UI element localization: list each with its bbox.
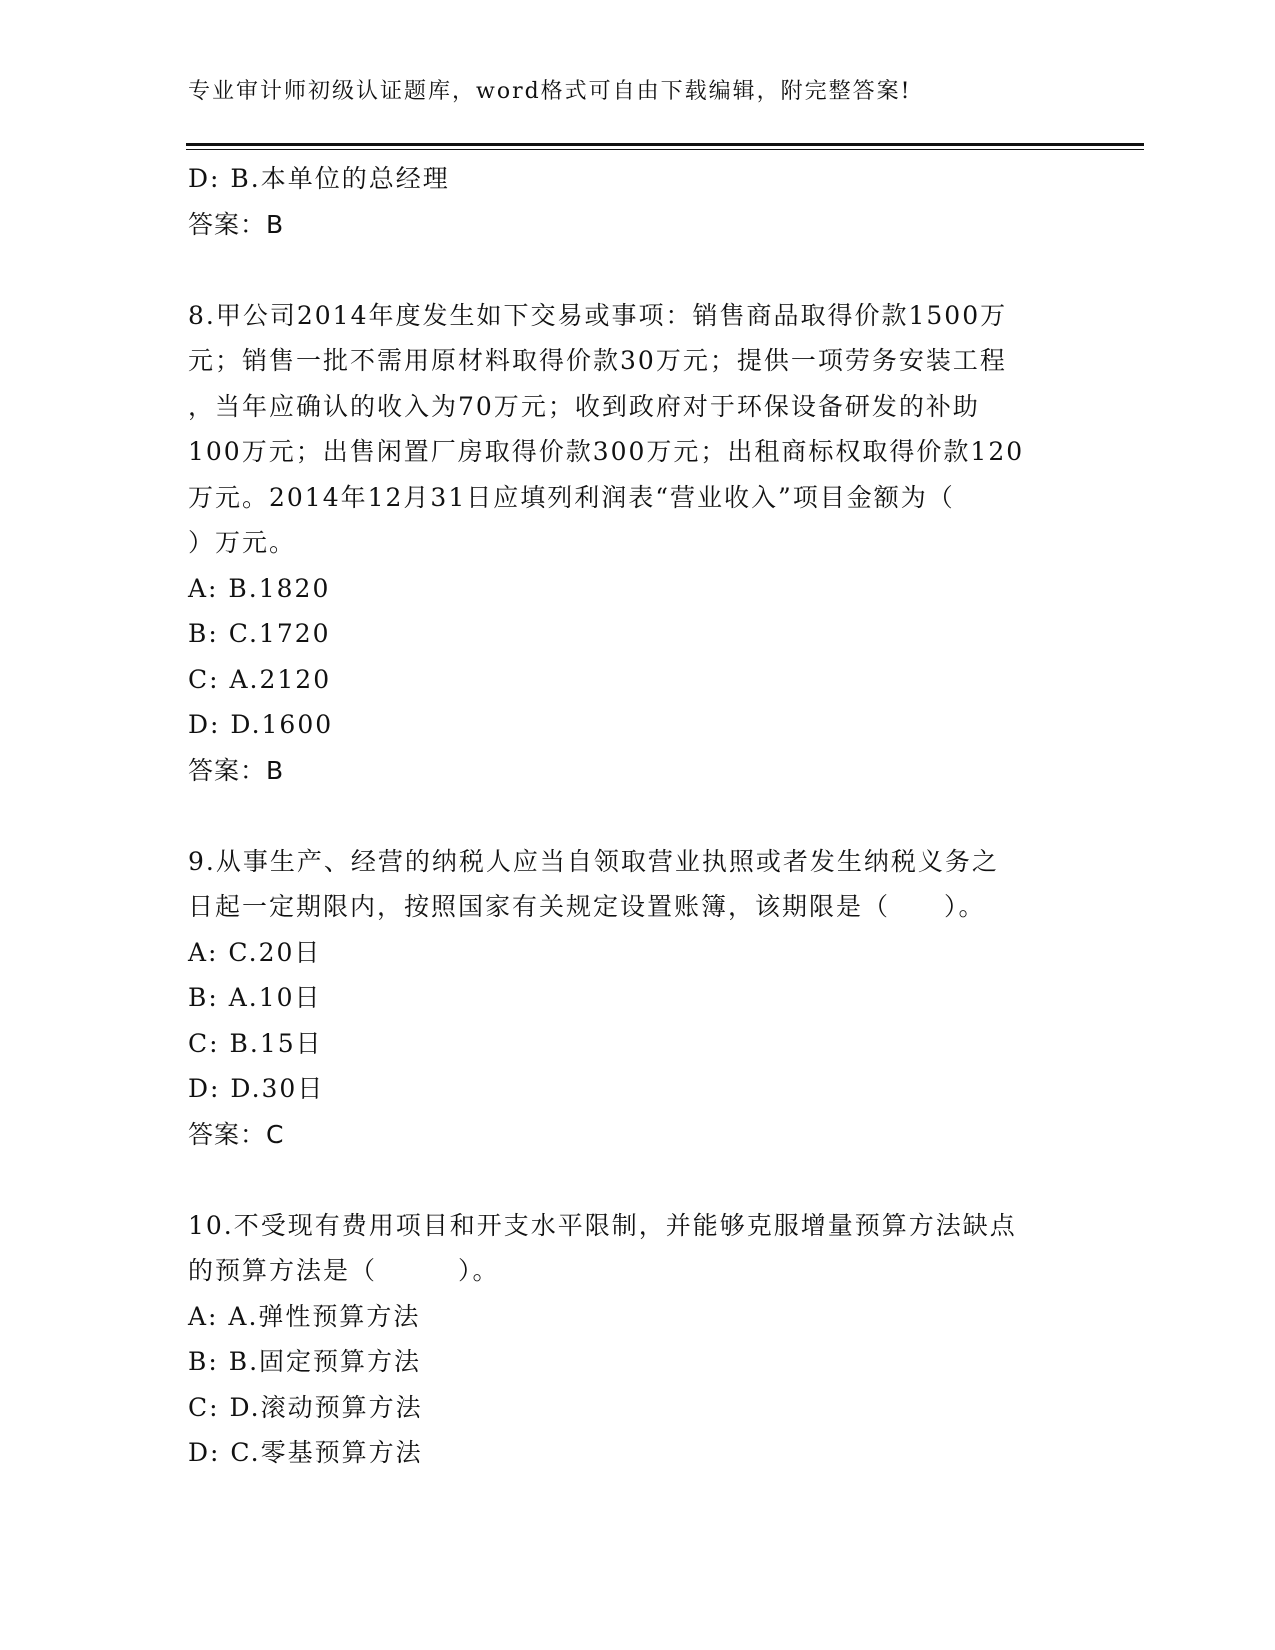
option-b: B: B.固定预算方法 (188, 1347, 422, 1376)
question-stem-line: 100万元；出售闲置厂房取得价款300万元；出租商标权取得价款120 (188, 437, 1025, 466)
question-stem-line: 8.甲公司2014年度发生如下交易或事项：销售商品取得价款1500万 (188, 300, 1008, 330)
question-stem-line: 的预算方法是（ ）。 (188, 1256, 500, 1285)
option-d: D: D.30日 (188, 1074, 325, 1103)
spacer (188, 1157, 1068, 1203)
spacer (188, 793, 1068, 839)
spacer (188, 247, 1068, 293)
question-stem-line: ）万元。 (188, 528, 297, 557)
prev-question (188, 156, 1068, 247)
answer: 答案：C (188, 1119, 285, 1149)
question-stem-line: 日起一定期限内，按照国家有关规定设置账簿，该期限是（ ）。 (188, 892, 986, 921)
answer: 答案：B (188, 755, 285, 785)
question-10 (188, 1203, 1068, 1476)
option-a: A: B.1820 (188, 573, 331, 603)
option-b: B: A.10日 (188, 983, 322, 1012)
question-stem-line: 10.不受现有费用项目和开支水平限制，并能够克服增量预算方法缺点 (188, 1210, 1017, 1240)
option-b: B: C.1720 (188, 619, 331, 648)
answer: 答案：B (188, 209, 285, 239)
question-stem-line: 元；销售一批不需用原材料取得价款30万元；提供一项劳务安装工程 (188, 346, 1007, 375)
option-c: C: D.滚动预算方法 (188, 1392, 423, 1422)
question-stem-line: 9.从事生产、经营的纳税人应当自领取营业执照或者发生纳税义务之 (188, 846, 999, 876)
option-d: D: C.零基预算方法 (188, 1438, 423, 1467)
question-8 (188, 293, 1068, 794)
question-content (188, 156, 1068, 1476)
question-9 (188, 839, 1068, 1158)
page-header: 专业审计师初级认证题库，word格式可自由下载编辑，附完整答案! (188, 79, 912, 104)
header-rule-thin (186, 149, 1144, 150)
header-rule-thick (186, 143, 1144, 146)
option-a: A: C.20日 (188, 937, 322, 967)
question-stem-line: 万元。2014年12月31日应填列利润表“营业收入”项目金额为（ (188, 482, 955, 512)
question-stem-line: ，当年应确认的收入为70万元；收到政府对于环保设备研发的补助 (188, 391, 980, 421)
option-a: A: A.弹性预算方法 (188, 1301, 421, 1331)
option-d: D: D.1600 (188, 710, 334, 739)
option-c: C: A.2120 (188, 664, 332, 694)
option-c: C: B.15日 (188, 1028, 323, 1058)
option: D: B.本单位的总经理 (188, 164, 450, 193)
